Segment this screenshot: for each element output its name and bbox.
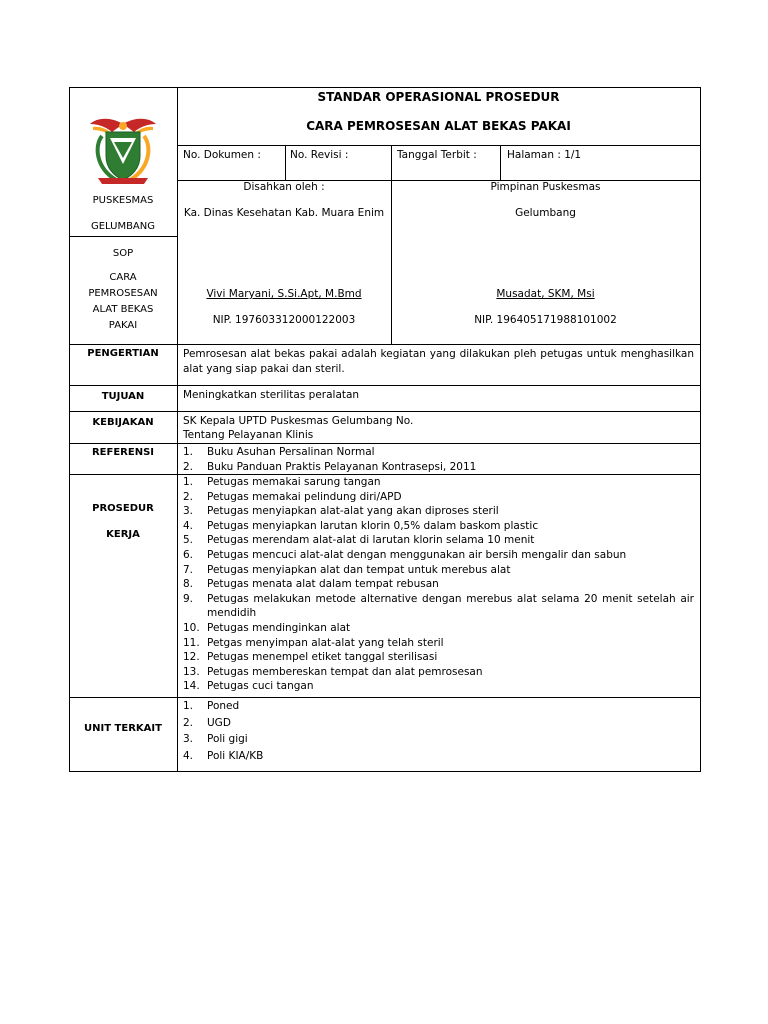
list-text: Buku Panduan Praktis Pelayanan Kontrasepsi, 2011 <box>207 460 477 473</box>
pengertian-text: Pemrosesan alat bekas pakai adalah kegiatan yang dilakukan pleh petugas untuk menghasilkan alat yang siap pakai dan steril. <box>183 348 694 375</box>
list-number: 9. <box>183 592 194 605</box>
list-text: Petugas merendam alat-alat di larutan klorin selama 10 menit <box>207 534 535 547</box>
list-item <box>183 715 694 732</box>
list-item <box>183 665 694 680</box>
list-number: 1. <box>183 700 194 712</box>
pimpinan-nip: NIP. 196405171988101002 <box>474 314 617 326</box>
border-meta-3 <box>500 145 501 181</box>
list-text: Poli KIA/KB <box>207 749 264 762</box>
list-text: Petugas memakai pelindung diri/APD <box>207 490 402 503</box>
list-item <box>183 748 694 765</box>
pimpinan-org: Gelumbang <box>515 207 576 219</box>
sop-title-line2: PEMROSESAN <box>88 288 158 299</box>
list-item <box>183 650 694 665</box>
org-name-line1: PUSKESMAS <box>92 195 154 206</box>
list-number: 11. <box>183 636 200 649</box>
list-number: 8. <box>183 578 194 591</box>
list-item <box>183 490 694 505</box>
referensi-label: REFERENSI <box>91 447 155 458</box>
document-subtitle: CARA PEMROSESAN ALAT BEKAS PAKAI <box>306 119 571 133</box>
list-text: Petugas mendinginkan alat <box>207 621 351 634</box>
unit-terkait-list <box>183 698 694 764</box>
list-text: Petugas menyiapkan alat-alat yang akan diproses steril <box>207 505 499 518</box>
border-right <box>700 87 701 772</box>
list-number: 4. <box>183 519 194 532</box>
disahkan-org: Ka. Dinas Kesehatan Kab. Muara Enim <box>183 207 385 219</box>
list-item <box>183 621 694 636</box>
list-item <box>183 519 694 534</box>
pimpinan-signatory-name: Musadat, SKM, Msi <box>496 288 595 300</box>
kebijakan-text-line2: Tentang Pelayanan Klinis <box>183 429 314 441</box>
pengertian-label: PENGERTIAN <box>87 348 159 359</box>
regency-emblem-icon <box>88 112 158 188</box>
kebijakan-label: KEBIJAKAN <box>92 417 154 428</box>
list-number: 1. <box>183 476 194 488</box>
list-number: 2. <box>183 490 194 503</box>
list-text: Petugas melakukan metode alternative dengan merebus alat selama 20 menit setelah air mendidih <box>207 592 694 620</box>
border-left-mid <box>69 236 177 237</box>
sop-title-line4: PAKAI <box>108 320 138 331</box>
document-title: STANDAR OPERASIONAL PROSEDUR <box>317 90 560 104</box>
unit-terkait-label: UNIT TERKAIT <box>84 723 162 734</box>
list-text: Petugas menyiapkan alat dan tempat untuk merebus alat <box>207 563 511 576</box>
list-item <box>183 460 694 475</box>
list-number: 14. <box>183 680 200 693</box>
list-text: Petugas mencuci alat-alat dengan menggunakan air bersih mengalir dan sabun <box>207 548 627 561</box>
sop-title-line1: CARA <box>109 272 137 283</box>
list-item <box>183 533 694 548</box>
prosedur-label-line2: KERJA <box>106 529 140 540</box>
referensi-list <box>183 445 694 474</box>
list-number: 13. <box>183 665 200 678</box>
border-kebijakan-bottom <box>69 443 701 444</box>
no-dokumen-label: No. Dokumen : <box>183 149 261 161</box>
halaman-label: Halaman : 1/1 <box>507 149 582 161</box>
list-text: Petugas menempel etiket tanggal sterilisasi <box>207 651 438 664</box>
border-meta-top <box>177 145 701 146</box>
border-top <box>69 87 701 88</box>
border-tujuan-bottom <box>69 411 701 412</box>
list-number: 10. <box>183 621 200 634</box>
disahkan-label: Disahkan oleh : <box>243 181 325 193</box>
list-number: 12. <box>183 651 200 664</box>
border-meta-1 <box>285 145 286 181</box>
list-item <box>183 504 694 519</box>
list-text: Poli gigi <box>207 733 248 745</box>
tujuan-text: Meningkatkan sterilitas peralatan <box>183 389 360 401</box>
list-number: 5. <box>183 534 194 547</box>
list-text: Petugas menyiapkan larutan klorin 0,5% dalam baskom plastic <box>207 519 539 532</box>
list-number: 7. <box>183 563 194 576</box>
list-number: 2. <box>183 460 194 473</box>
list-text: Petugas menata alat dalam tempat rebusan <box>207 578 439 591</box>
list-number: 3. <box>183 733 194 745</box>
kebijakan-text-line1: SK Kepala UPTD Puskesmas Gelumbang No. <box>183 415 414 427</box>
list-item <box>183 548 694 563</box>
list-item <box>183 445 694 460</box>
list-item <box>183 636 694 651</box>
list-text: Petugas cuci tangan <box>207 680 314 693</box>
list-number: 1. <box>183 446 194 458</box>
list-number: 6. <box>183 548 194 561</box>
list-item <box>183 731 694 748</box>
tanggal-terbit-label: Tanggal Terbit : <box>397 149 477 161</box>
list-item <box>183 577 694 592</box>
list-number: 4. <box>183 749 194 762</box>
list-text: Buku Asuhan Persalinan Normal <box>207 446 375 458</box>
disahkan-signatory-name: Vivi Maryani, S.Si.Apt, M.Bmd <box>206 288 362 300</box>
list-text: UGD <box>207 716 231 729</box>
list-item <box>183 679 694 694</box>
list-number: 3. <box>183 505 194 518</box>
border-left <box>69 87 70 772</box>
border-pengertian-bottom <box>69 385 701 386</box>
border-bottom <box>69 771 701 772</box>
prosedur-label-line1: PROSEDUR <box>92 503 154 514</box>
list-item <box>183 592 694 621</box>
border-approval-bottom <box>69 344 701 345</box>
list-item <box>183 475 694 490</box>
org-name-line2: GELUMBANG <box>90 221 156 232</box>
no-revisi-label: No. Revisi : <box>290 149 349 161</box>
disahkan-nip: NIP. 197603312000122003 <box>212 314 356 326</box>
sop-title-line3: ALAT BEKAS <box>92 304 154 315</box>
list-text: Poned <box>207 700 240 712</box>
sop-label: SOP <box>112 248 134 259</box>
tujuan-label: TUJUAN <box>101 391 145 402</box>
prosedur-list <box>183 475 694 694</box>
list-text: Petgas menyimpan alat-alat yang telah steril <box>207 636 444 649</box>
list-number: 2. <box>183 716 194 729</box>
list-item <box>183 698 694 715</box>
list-text: Petugas memakai sarung tangan <box>207 476 381 488</box>
list-text: Petugas membereskan tempat dan alat pemrosesan <box>207 665 483 678</box>
pimpinan-label: Pimpinan Puskesmas <box>490 181 601 193</box>
list-item <box>183 563 694 578</box>
